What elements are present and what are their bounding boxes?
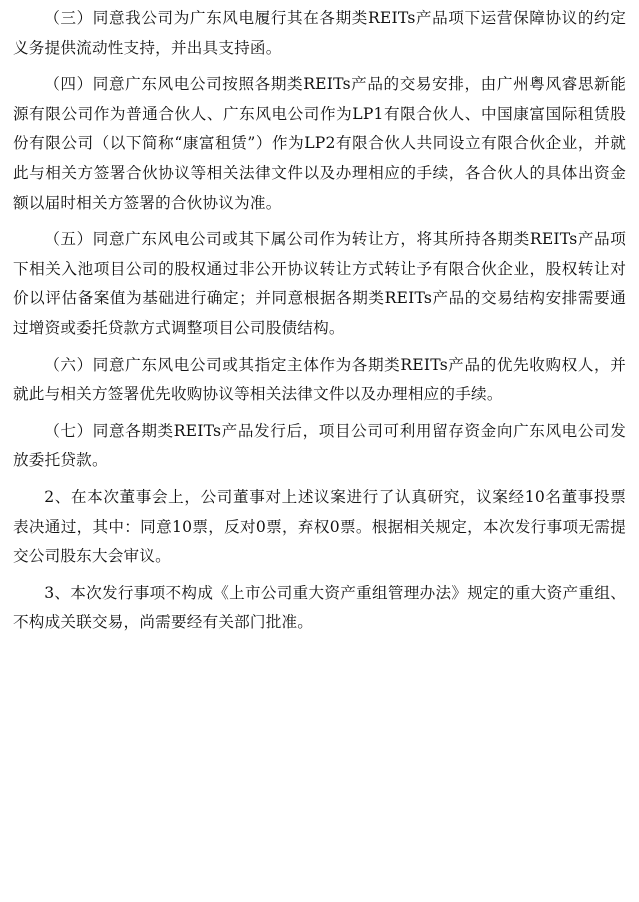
paragraph-board-vote: 2、在本次董事会上，公司董事对上述议案进行了认真研究，议案经10名董事投票表决通过，其中：同意10票，反对0票，弃权0票。根据相关规定，本次发行事项无需提交公司股东大会审议。 xyxy=(13,487,626,566)
paragraph-item-4: （四）同意广东风电公司按照各期类REITs产品的交易安排，由广州粤风睿思新能源有限公司作为普通合伙人、广东风电公司作为LP1有限合伙人、中国康富国际租赁股份有限公司（以下简称“康富租赁”）作为LP2有限合伙人共同设立有限合伙企业，并就此与相关方签署合伙协议等相关法律文件以及办理相应的手续，各合伙人的具体出资金额以届时相关方签署的合伙协议为准。 xyxy=(13,75,626,212)
paragraph-item-6: （六）同意广东风电公司或其指定主体作为各期类REITs产品的优先收购权人，并就此与相关方签署优先收购协议等相关法律文件以及办理相应的手续。 xyxy=(13,355,626,404)
paragraph-item-5: （五）同意广东风电公司或其下属公司作为转让方，将其所持各期类REITs产品项下相关入池项目公司的股权通过非公开协议转让方式转让予有限合伙企业，股权转让对价以评估备案值为基础进行确定；并同意根据各期类REITs产品的交易结构安排需要通过增资或委托贷款方式调整项目公司股债结构。 xyxy=(13,230,626,337)
paragraph-item-7: （七）同意各期类REITs产品发行后，项目公司可利用留存资金向广东风电公司发放委托贷款。 xyxy=(13,421,626,470)
paragraph-item-3: （三）同意我公司为广东风电履行其在各期类REITs产品项下运营保障协议的约定义务提供流动性支持，并出具支持函。 xyxy=(13,9,626,57)
paragraph-restructuring-note: 3、本次发行事项不构成《上市公司重大资产重组管理办法》规定的重大资产重组、不构成关联交易，尚需要经有关部门批准。 xyxy=(13,583,626,632)
